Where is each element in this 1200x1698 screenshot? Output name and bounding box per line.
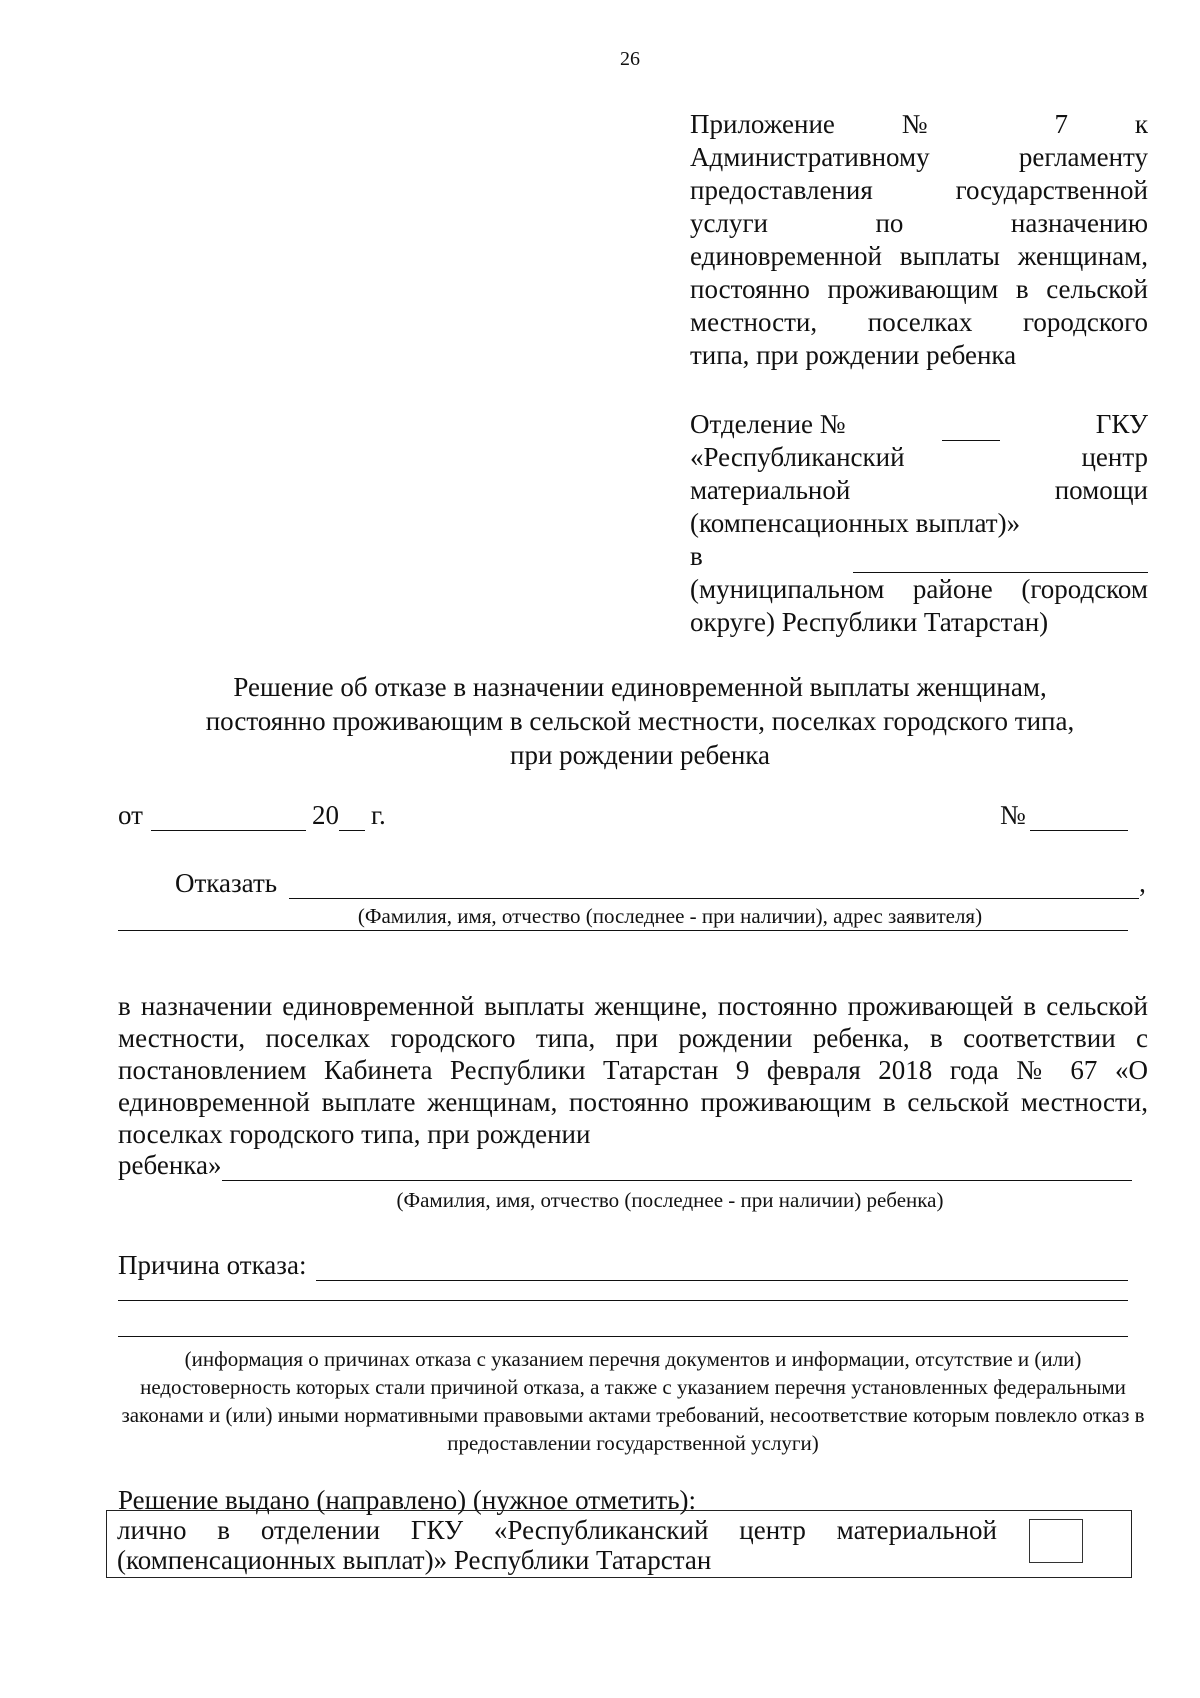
date-row — [118, 800, 386, 831]
date-blank[interactable] — [151, 806, 306, 831]
department-line: материальной помощи — [690, 475, 1148, 505]
appendix-block — [690, 108, 1148, 372]
applicant-second-line[interactable] — [118, 930, 1128, 931]
department-number-blank[interactable] — [942, 416, 1000, 441]
appendix-line: услуги по назначению — [690, 208, 1148, 238]
title-line: постоянно проживающим в сельской местности, поселках городского типа, — [205, 706, 1075, 736]
refuse-row — [175, 868, 1146, 899]
department-tail-line: округе) Республики Татарстан) — [690, 607, 1049, 637]
refuse-comma: , — [1139, 868, 1146, 898]
department-in-label: в — [690, 541, 703, 571]
reason-line-3[interactable] — [118, 1336, 1128, 1337]
issue-option-checkbox[interactable] — [1029, 1519, 1083, 1563]
date-from-label: от — [118, 800, 143, 830]
issue-option-box — [106, 1510, 1132, 1578]
applicant-blank[interactable] — [289, 874, 1139, 899]
body-paragraph: в назначении единовременной выплаты женщине, постоянно проживающей в сельской местности, поселках городского типа, при рождении ребенка, в соответствии с постановлением Кабинета Республики Татарстан 9 февраля 2018 года № 67 «О единовременной выплате женщинам, постоянно проживающим в сельской местности, поселках городского типа, при рождении — [118, 991, 1148, 1149]
year-blank[interactable] — [339, 806, 365, 831]
department-number-row — [690, 408, 1148, 441]
issued-label: Решение выдано (направлено) (нужное отметить): — [118, 1485, 697, 1515]
department-location-row — [690, 540, 1148, 573]
department-block — [690, 408, 1148, 639]
title-line: при рождении ребенка — [510, 740, 770, 770]
appendix-line: Административному регламенту — [690, 142, 1148, 172]
decision-number-blank[interactable] — [1030, 806, 1128, 831]
department-line: «Республиканский центр — [690, 442, 1148, 472]
number-sign: № — [1000, 800, 1026, 830]
child-row — [118, 1150, 1132, 1181]
department-suffix: ГКУ — [1095, 409, 1148, 439]
appendix-line: постоянно проживающим в сельской — [690, 274, 1148, 304]
refuse-label: Отказать — [175, 868, 278, 898]
year-prefix: 20 — [311, 800, 339, 830]
document-title — [140, 670, 1140, 772]
reason-blank[interactable] — [316, 1256, 1128, 1281]
appendix-line: типа, при рождении ребенка — [690, 340, 1017, 370]
appendix-line: местности, поселках городского — [690, 307, 1148, 337]
reason-row — [118, 1250, 1128, 1281]
child-row-label: ребенка» — [118, 1150, 222, 1180]
department-tail-line: (муниципальном районе (городском — [690, 574, 1148, 604]
appendix-line: единовременной выплаты женщинам, — [690, 241, 1148, 271]
issue-option-text: лично в отделении ГКУ «Республиканский центр материальной (компенсационных выплат)» Республики Татарстан — [117, 1515, 997, 1575]
child-name-blank[interactable] — [222, 1156, 1132, 1181]
appendix-line: предоставления государственной — [690, 175, 1148, 205]
department-line: (компенсационных выплат)» — [690, 508, 1021, 538]
title-line: Решение об отказе в назначении единовременной выплаты женщинам, — [233, 672, 1047, 702]
page-number: 26 — [620, 48, 640, 70]
applicant-caption: (Фамилия, имя, отчество (последнее - при наличии), адрес заявителя) — [357, 904, 983, 928]
reason-note: (информация о причинах отказа с указанием перечня документов и информации, отсутствие и (или) недостоверность которых стали причиной отказа, а также с указанием перечня установленных федеральными законами и (или) иными нормативными правовыми актами требований, несоответствие которым повлекло отказ в предоставлении государственной услуги) — [121, 1347, 1145, 1455]
child-caption: (Фамилия, имя, отчество (последнее - при наличии) ребенка) — [396, 1188, 944, 1212]
decision-number-row — [1000, 800, 1128, 831]
department-location-blank[interactable] — [853, 548, 1148, 573]
appendix-line: Приложение № 7 к — [690, 109, 1148, 139]
year-suffix: г. — [370, 800, 386, 830]
reason-line-2[interactable] — [118, 1300, 1128, 1301]
department-prefix: Отделение № — [690, 409, 846, 439]
reason-label: Причина отказа: — [118, 1250, 307, 1280]
